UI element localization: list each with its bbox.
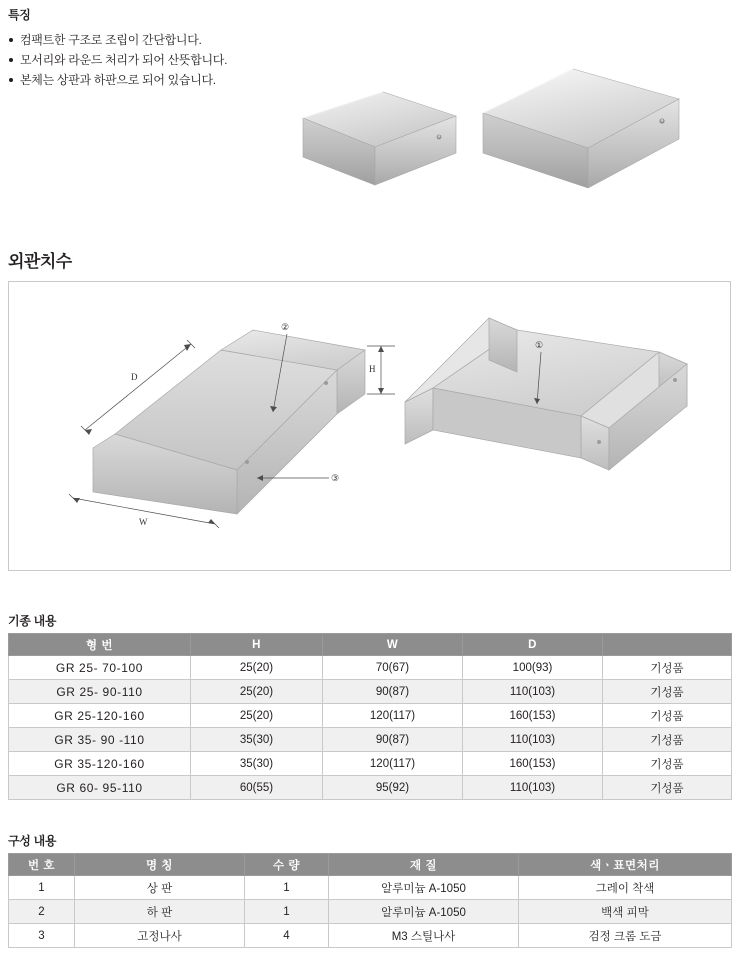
table-row xyxy=(9,680,732,704)
cell-finish: 그레이 착색 xyxy=(519,876,732,900)
product-photo-illustration xyxy=(255,35,725,215)
cell-d: 160(153) xyxy=(463,752,603,776)
models-table xyxy=(8,633,732,800)
callout-2-label: ② xyxy=(281,322,290,332)
cell-w: 120(117) xyxy=(323,752,463,776)
cell-d: 100(93) xyxy=(463,656,603,680)
cell-note: 기성품 xyxy=(603,704,732,728)
cell-d: 110(103) xyxy=(463,680,603,704)
cell-h: 35(30) xyxy=(191,728,323,752)
list-item: 본체는 상판과 하판으로 되어 있습니다. xyxy=(8,70,338,90)
product-photo-large-box xyxy=(483,69,679,188)
cell-name: 고정나사 xyxy=(75,924,245,948)
product-photo xyxy=(255,35,725,215)
cell-name: 하 판 xyxy=(75,900,245,924)
table-header-row xyxy=(9,634,732,656)
table-row xyxy=(9,924,732,948)
table-row xyxy=(9,776,732,800)
cell-h: 25(20) xyxy=(191,704,323,728)
cell-model: GR 25- 70-100 xyxy=(9,656,191,680)
column-header-qty: 수 량 xyxy=(245,854,329,876)
table-row xyxy=(9,752,732,776)
cell-note: 기성품 xyxy=(603,776,732,800)
column-header-number: 번 호 xyxy=(9,854,75,876)
cell-finish: 백색 피막 xyxy=(519,900,732,924)
cell-note: 기성품 xyxy=(603,656,732,680)
cell-number: 2 xyxy=(9,900,75,924)
cell-d: 110(103) xyxy=(463,776,603,800)
cell-number: 3 xyxy=(9,924,75,948)
table-row xyxy=(9,656,732,680)
column-header-d: D xyxy=(463,634,603,656)
cell-finish: 검정 크롬 도금 xyxy=(519,924,732,948)
cell-material: 알루미늄 A-1050 xyxy=(329,900,519,924)
cell-qty: 4 xyxy=(245,924,329,948)
table-row xyxy=(9,704,732,728)
list-item: 컴팩트한 구조로 조립이 간단합니다. xyxy=(8,30,338,50)
cell-w: 95(92) xyxy=(323,776,463,800)
cell-h: 60(55) xyxy=(191,776,323,800)
features-title: 특징 xyxy=(8,8,31,22)
cell-h: 25(20) xyxy=(191,656,323,680)
cell-note: 기성품 xyxy=(603,752,732,776)
product-photo-small-box xyxy=(303,92,456,185)
cell-w: 120(117) xyxy=(323,704,463,728)
cell-w: 70(67) xyxy=(323,656,463,680)
cell-name: 상 판 xyxy=(75,876,245,900)
cell-model: GR 25- 90-110 xyxy=(9,680,191,704)
table-row xyxy=(9,876,732,900)
column-header-w: W xyxy=(323,634,463,656)
cell-d: 110(103) xyxy=(463,728,603,752)
parts-table xyxy=(8,853,732,948)
column-header-model: 형 번 xyxy=(9,634,191,656)
cell-note: 기성품 xyxy=(603,728,732,752)
table-header-row xyxy=(9,854,732,876)
drawing-bottom-tray xyxy=(69,322,365,528)
models-table-label: 기종 내용 xyxy=(8,614,57,628)
table-row xyxy=(9,900,732,924)
parts-table-label: 구성 내용 xyxy=(8,834,57,848)
column-header-h: H xyxy=(191,634,323,656)
table-row xyxy=(9,728,732,752)
cell-model: GR 35- 90 -110 xyxy=(9,728,191,752)
drawing-top-cover xyxy=(367,318,687,470)
cell-w: 90(87) xyxy=(323,680,463,704)
cell-qty: 1 xyxy=(245,900,329,924)
callout-3-label: ③ xyxy=(331,473,340,483)
page-title-dimensions: 외관치수 xyxy=(8,252,72,271)
cell-qty: 1 xyxy=(245,876,329,900)
column-header-material: 재 질 xyxy=(329,854,519,876)
svg-text:W: W xyxy=(139,517,148,527)
cell-model: GR 60- 95-110 xyxy=(9,776,191,800)
svg-text:H: H xyxy=(369,364,376,374)
cell-note: 기성품 xyxy=(603,680,732,704)
cell-model: GR 25-120-160 xyxy=(9,704,191,728)
svg-text:D: D xyxy=(131,372,138,382)
list-item: 모서리와 라운드 처리가 되어 산뜻합니다. xyxy=(8,50,338,70)
cell-h: 35(30) xyxy=(191,752,323,776)
column-header-name: 명 칭 xyxy=(75,854,245,876)
cell-h: 25(20) xyxy=(191,680,323,704)
cell-model: GR 35-120-160 xyxy=(9,752,191,776)
cell-number: 1 xyxy=(9,876,75,900)
column-header-finish: 색ㆍ표면처리 xyxy=(519,854,732,876)
dimensions-drawing xyxy=(9,282,730,570)
cell-material: M3 스틸나사 xyxy=(329,924,519,948)
cell-w: 90(87) xyxy=(323,728,463,752)
column-header-note xyxy=(603,634,732,656)
cell-material: 알루미늄 A-1050 xyxy=(329,876,519,900)
callout-1-label: ① xyxy=(535,340,544,350)
cell-d: 160(153) xyxy=(463,704,603,728)
dimensions-drawing-box xyxy=(8,281,731,571)
